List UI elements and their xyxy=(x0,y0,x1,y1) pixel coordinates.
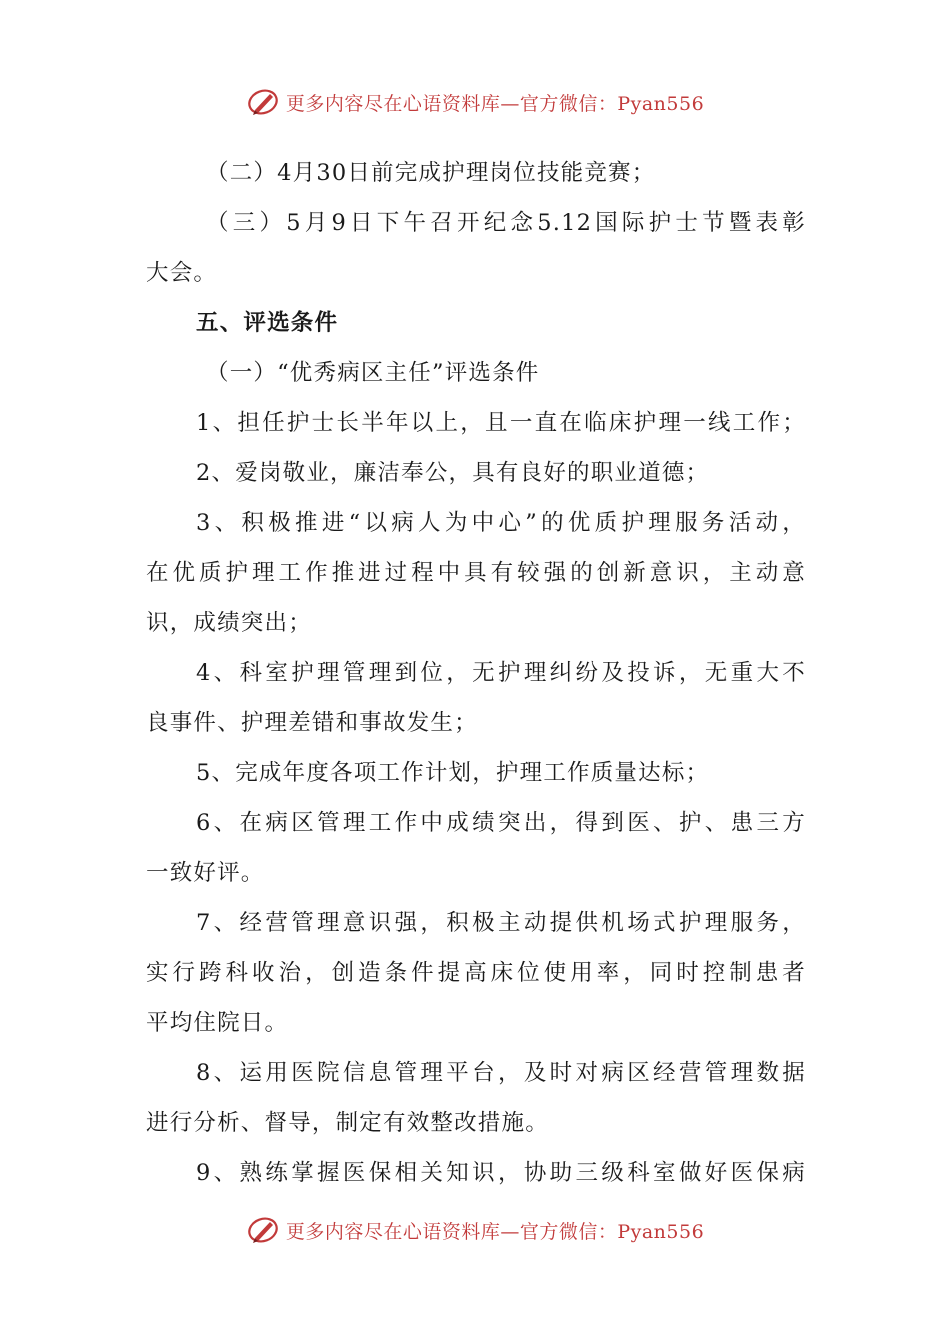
paragraph-line: 8、运用医院信息管理平台，及时对病区经营管理数据 xyxy=(196,1060,806,1086)
paragraph-line: 6、在病区管理工作中成绩突出，得到医、护、患三方 xyxy=(196,810,806,836)
paragraph-line: 3、积极推进“以病人为中心”的优质护理服务活动， xyxy=(196,510,806,536)
paragraph-line: 平均住院日。 xyxy=(146,1010,289,1036)
paragraph-line: 1、担任护士长半年以上，且一直在临床护理一线工作； xyxy=(196,410,806,436)
paragraph-line: 4、科室护理管理到位，无护理纠纷及投诉，无重大不 xyxy=(196,660,806,686)
paragraph-line: （三）5月9日下午召开纪念5.12国际护士节暨表彰 xyxy=(206,210,806,236)
paragraph-line: 实行跨科收治，创造条件提高床位使用率，同时控制患者 xyxy=(146,960,806,986)
paragraph-line: 进行分析、督导，制定有效整改措施。 xyxy=(146,1110,549,1136)
document-body xyxy=(146,148,806,1198)
pen-swirl-icon xyxy=(246,1213,280,1247)
subsection-heading: （一）“优秀病区主任”评选条件 xyxy=(206,360,540,386)
paragraph-line: 大会。 xyxy=(146,260,218,286)
paragraph-line: 识，成绩突出； xyxy=(146,610,312,636)
paragraph-line: （二）4月30日前完成护理岗位技能竞赛； xyxy=(206,160,656,186)
section-heading: 五、评选条件 xyxy=(196,310,339,336)
header-watermark xyxy=(0,82,950,122)
footer-watermark-text: 更多内容尽在心语资料库—官方微信：Pyan556 xyxy=(285,1220,705,1243)
footer-watermark xyxy=(0,1210,950,1250)
paragraph-line: 9、熟练掌握医保相关知识，协助三级科室做好医保病 xyxy=(196,1160,806,1186)
paragraph-line: 2、爱岗敬业，廉洁奉公，具有良好的职业道德； xyxy=(196,460,710,486)
paragraph-line: 一致好评。 xyxy=(146,860,265,886)
pen-swirl-icon xyxy=(246,85,280,119)
paragraph-line: 5、完成年度各项工作计划，护理工作质量达标； xyxy=(196,760,710,786)
paragraph-line: 在优质护理工作推进过程中具有较强的创新意识，主动意 xyxy=(146,560,806,586)
paragraph-line: 7、经营管理意识强，积极主动提供机场式护理服务， xyxy=(196,910,806,936)
paragraph-line: 良事件、护理差错和事故发生； xyxy=(146,710,478,736)
header-watermark-text: 更多内容尽在心语资料库—官方微信：Pyan556 xyxy=(285,92,705,115)
